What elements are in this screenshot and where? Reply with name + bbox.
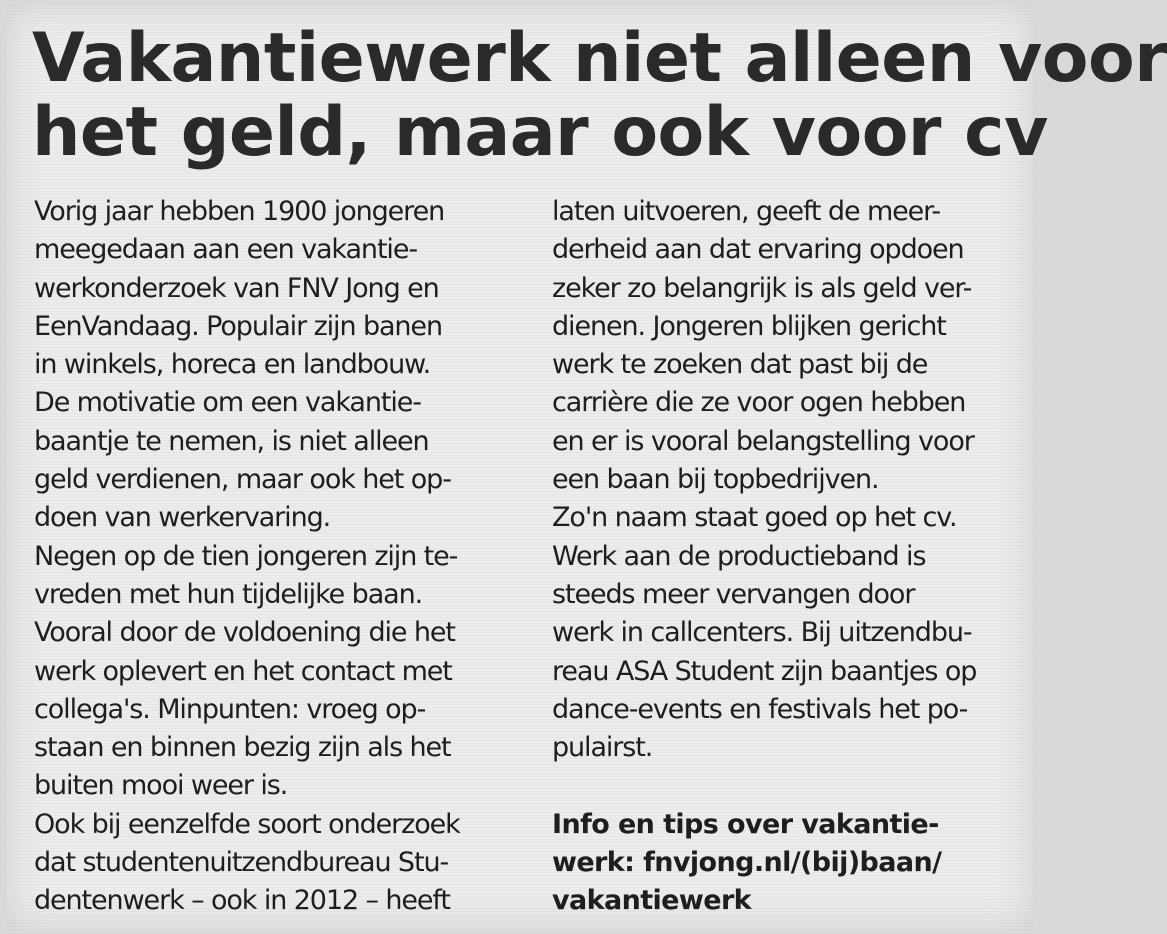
text-line: dance-events en festivals het po- [552, 693, 968, 725]
text-line: baantje te nemen, is niet alleen [34, 425, 429, 457]
text-line: doen van werkervaring. [34, 502, 331, 534]
text-line: werk te zoeken dat past bij de [552, 349, 928, 381]
paragraph-gap [552, 767, 1032, 805]
text-line: Zo'n naam staat goed op het cv. [552, 502, 957, 534]
text-line: werk oplevert en het contact met [34, 655, 452, 687]
text-line: Vooral door de voldoening die het [34, 617, 455, 649]
text-line: meegedaan aan een vakantie- [34, 234, 417, 266]
text-line: werk in callcenters. Bij uitzendbu- [552, 617, 972, 649]
info-line: werk: fnvjong.nl/(bij)baan/ [552, 847, 942, 879]
text-line: derheid aan dat ervaring opdoen [552, 234, 964, 266]
text-line: pulairst. [552, 732, 653, 764]
text-line: geld verdienen, maar ook het op- [34, 464, 451, 496]
text-line: zeker zo belangrijk is als geld ver- [552, 272, 972, 304]
headline-line: het geld, maar ook voor cv [32, 93, 1048, 172]
article-column-left [34, 193, 524, 921]
text-line: De motivatie om een vakantie- [34, 387, 421, 419]
text-line: laten uitvoeren, geeft de meer- [552, 196, 941, 227]
article-column-right [552, 193, 1032, 921]
text-line: dentenwerk – ook in 2012 – heeft [34, 885, 450, 917]
info-line: Info en tips over vakantie- [552, 808, 939, 840]
text-line: Negen op de tien jongeren zijn te- [34, 540, 458, 572]
text-line: staan en binnen bezig zijn als het [34, 732, 451, 764]
text-line: en er is vooral belangstelling voor [552, 425, 974, 457]
text-line: werkonderzoek van FNV Jong en [34, 272, 439, 304]
headline [32, 19, 1167, 172]
text-line: steeds meer vervangen door [552, 578, 915, 610]
text-line: buiten mooi weer is. [34, 770, 288, 802]
text-line: Ook bij eenzelfde soort onderzoek [34, 808, 460, 840]
newspaper-clipping [6, 4, 1167, 930]
text-line: collega's. Minpunten: vroeg op- [34, 693, 426, 725]
text-line: een baan bij topbedrijven. [552, 464, 879, 496]
headline-line: Vakantiewerk niet alleen voor [32, 19, 1167, 98]
text-line: dat studentenuitzendbureau Stu- [34, 847, 449, 879]
text-line: vreden met hun tijdelijke baan. [34, 578, 423, 610]
info-line: vakantiewerk [552, 885, 752, 917]
text-line: carrière die ze voor ogen hebben [552, 387, 966, 419]
text-line: EenVandaag. Populair zijn banen [34, 310, 442, 342]
text-line: dienen. Jongeren blijken gericht [552, 310, 946, 342]
text-line: Werk aan de productieband is [552, 540, 926, 572]
text-line: reau ASA Student zijn baantjes op [552, 655, 977, 687]
text-line: in winkels, horeca en landbouw. [34, 349, 431, 381]
text-line: Vorig jaar hebben 1900 jongeren [34, 196, 445, 227]
